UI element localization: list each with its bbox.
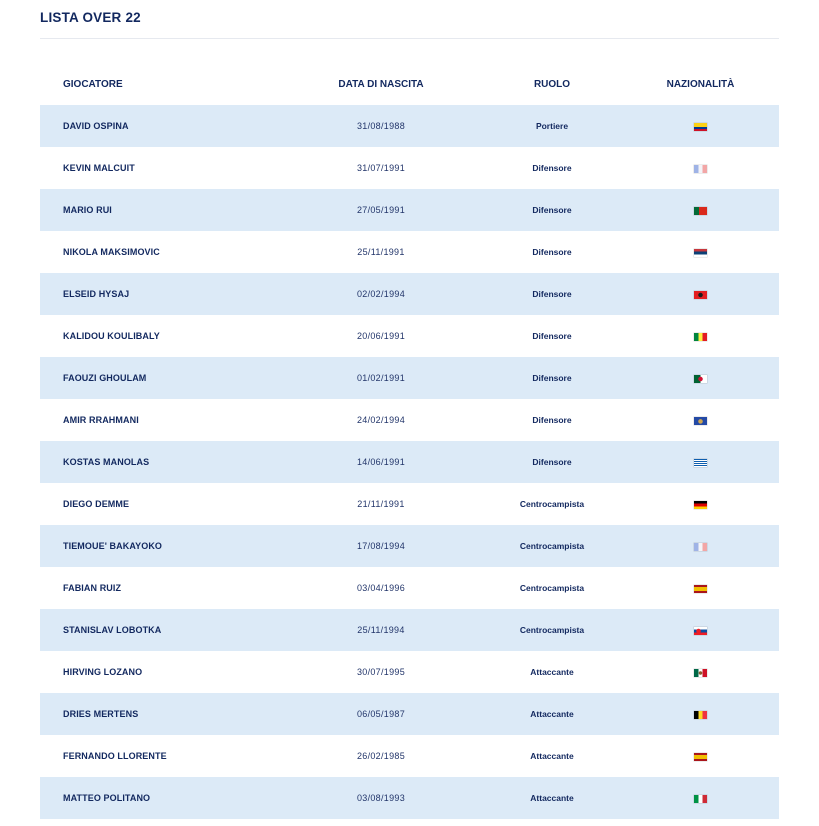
player-role: Centrocampista [482, 567, 622, 609]
nationality-cell [622, 273, 779, 315]
player-role: Difensore [482, 315, 622, 357]
player-role: Attaccante [482, 651, 622, 693]
table-row [40, 735, 779, 777]
nationality-cell [622, 609, 779, 651]
spain-flag [694, 753, 707, 761]
birth-date: 17/08/1994 [280, 525, 482, 567]
table-row [40, 273, 779, 315]
table-row [40, 399, 779, 441]
player-name: TIEMOUE' BAKAYOKO [40, 525, 280, 567]
table-row [40, 609, 779, 651]
player-name: FABIAN RUIZ [40, 567, 280, 609]
portugal-flag [694, 207, 707, 215]
header-nationality: NAZIONALITÀ [666, 78, 735, 90]
player-table [40, 63, 779, 819]
player-role: Centrocampista [482, 609, 622, 651]
mexico-flag [694, 669, 707, 677]
nationality-cell [622, 735, 779, 777]
birth-date: 27/05/1991 [280, 189, 482, 231]
nationality-cell [622, 231, 779, 273]
birth-date: 24/02/1994 [280, 399, 482, 441]
player-role: Attaccante [482, 735, 622, 777]
header-player: GIOCATORE [63, 78, 123, 90]
birth-date: 20/06/1991 [280, 315, 482, 357]
nationality-cell [622, 357, 779, 399]
player-name: FAOUZI GHOULAM [40, 357, 280, 399]
title-divider [40, 38, 779, 39]
table-row [40, 231, 779, 273]
player-name: DIEGO DEMME [40, 483, 280, 525]
france-flag [694, 543, 707, 551]
player-name: FERNANDO LLORENTE [40, 735, 280, 777]
table-row [40, 567, 779, 609]
birth-date: 25/11/1991 [280, 231, 482, 273]
player-name: STANISLAV LOBOTKA [40, 609, 280, 651]
greece-flag [694, 459, 707, 467]
spain-flag [694, 585, 707, 593]
birth-date: 31/08/1988 [280, 105, 482, 147]
player-role: Centrocampista [482, 525, 622, 567]
table-row [40, 189, 779, 231]
player-name: HIRVING LOZANO [40, 651, 280, 693]
nationality-cell [622, 105, 779, 147]
italy-flag [694, 795, 707, 803]
player-role: Centrocampista [482, 483, 622, 525]
slovakia-flag [694, 627, 707, 635]
table-row [40, 525, 779, 567]
player-name: ELSEID HYSAJ [40, 273, 280, 315]
nationality-cell [622, 693, 779, 735]
nationality-cell [622, 483, 779, 525]
player-role: Difensore [482, 231, 622, 273]
birth-date: 30/07/1995 [280, 651, 482, 693]
birth-date: 26/02/1985 [280, 735, 482, 777]
header-role: RUOLO [533, 78, 571, 90]
birth-date: 01/02/1991 [280, 357, 482, 399]
table-row [40, 315, 779, 357]
player-role: Difensore [482, 189, 622, 231]
table-row [40, 357, 779, 399]
nationality-cell [622, 315, 779, 357]
nationality-cell [622, 399, 779, 441]
table-row [40, 441, 779, 483]
birth-date: 06/05/1987 [280, 693, 482, 735]
birth-date: 02/02/1994 [280, 273, 482, 315]
colombia-flag [694, 123, 707, 131]
kosovo-flag [694, 417, 707, 425]
table-row [40, 147, 779, 189]
player-role: Difensore [482, 399, 622, 441]
nationality-cell [622, 651, 779, 693]
player-role: Difensore [482, 273, 622, 315]
table-row [40, 651, 779, 693]
player-role: Difensore [482, 147, 622, 189]
player-name: KOSTAS MANOLAS [40, 441, 280, 483]
nationality-cell [622, 441, 779, 483]
belgium-flag [694, 711, 707, 719]
table-row [40, 105, 779, 147]
player-name: MATTEO POLITANO [40, 777, 280, 819]
player-name: KEVIN MALCUIT [40, 147, 280, 189]
player-name: MARIO RUI [40, 189, 280, 231]
table-row [40, 777, 779, 819]
player-name: AMIR RRAHMANI [40, 399, 280, 441]
player-role: Difensore [482, 357, 622, 399]
player-role: Difensore [482, 441, 622, 483]
birth-date: 25/11/1994 [280, 609, 482, 651]
table-row [40, 693, 779, 735]
nationality-cell [622, 567, 779, 609]
player-name: NIKOLA MAKSIMOVIC [40, 231, 280, 273]
nationality-cell [622, 525, 779, 567]
nationality-cell [622, 147, 779, 189]
player-name: DRIES MERTENS [40, 693, 280, 735]
section-title: LISTA OVER 22 [40, 10, 141, 25]
player-role: Attaccante [482, 777, 622, 819]
table-header-row [40, 63, 779, 105]
birth-date: 21/11/1991 [280, 483, 482, 525]
table-row [40, 483, 779, 525]
albania-flag [694, 291, 707, 299]
player-name: KALIDOU KOULIBALY [40, 315, 280, 357]
player-name: DAVID OSPINA [40, 105, 280, 147]
header-birth-date: DATA DI NASCITA [338, 78, 424, 90]
birth-date: 14/06/1991 [280, 441, 482, 483]
nationality-cell [622, 189, 779, 231]
serbia-flag [694, 249, 707, 257]
birth-date: 03/08/1993 [280, 777, 482, 819]
france-flag [694, 165, 707, 173]
birth-date: 03/04/1996 [280, 567, 482, 609]
player-role: Attaccante [482, 693, 622, 735]
senegal-flag [694, 333, 707, 341]
algeria-flag [694, 375, 707, 383]
germany-flag [694, 501, 707, 509]
nationality-cell [622, 777, 779, 819]
player-role: Portiere [482, 105, 622, 147]
birth-date: 31/07/1991 [280, 147, 482, 189]
